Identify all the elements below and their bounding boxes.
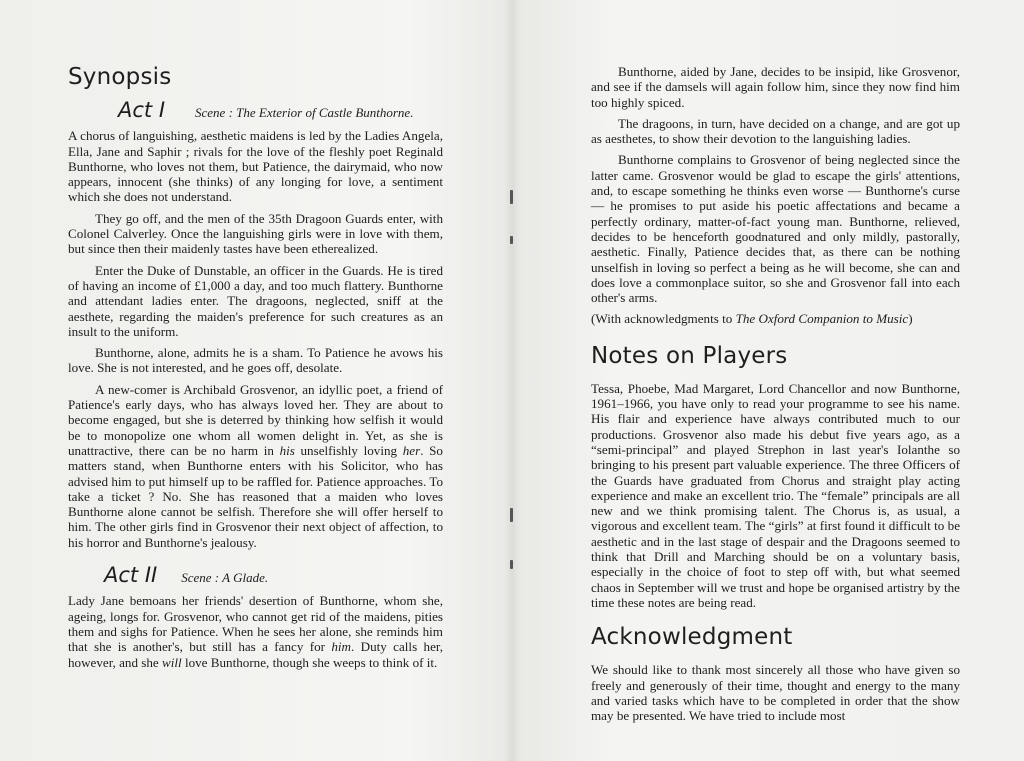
emphasis: his (279, 442, 295, 458)
act2-label: Act II (104, 563, 158, 588)
synopsis-heading: Synopsis (68, 64, 172, 90)
synopsis-cont-paragraph-1: Bunthorne, aided by Jane, decides to be insipid, like Grosvenor, and see if the damsels will again follow him, since they now find him too highly spiced. (591, 64, 960, 110)
act1-paragraph-3: Enter the Duke of Dunstable, an officer in the Guards. He is tired of having an income of £1,000 a day, and too much flattery. Bunthorne and attendant ladies enter. The dragoons, neglected, sniff at the aesthete, regarding the maiden's preference for such creatures as an insult to the uniform. (68, 262, 443, 339)
synopsis-cont-paragraph-2: The dragoons, in turn, have decided on a change, and are got up as aesthetes, to show their devotion to the languishing ladies. (591, 115, 960, 147)
source-acknowledgment (591, 311, 960, 326)
book-title: The Oxford Companion to Music (735, 311, 909, 327)
right-page (512, 0, 1024, 761)
text-run: A new-comer is Archibald Grosvenor, an idyllic poet, a friend of Patience's early days, who has always loved her. They are about to become engaged, but she is deterred by thinking how selfish it would be to monopolize one whom all women delight in. Yet, as she is unattractive, there can be no harm in (68, 381, 443, 458)
right-column (591, 64, 960, 729)
act1-label: Act I (118, 98, 166, 122)
act2-header (68, 563, 443, 588)
act2-paragraph (68, 593, 443, 669)
text-run: (With acknowledgments to (591, 311, 736, 327)
emphasis: will (162, 654, 182, 670)
text-run: . Duty calls her, however, and she (68, 639, 443, 670)
acknowledgment-paragraph: We should like to thank most sincerely all those who have given so freely and generously of their time, thought and energy to the many and varied tasks which have to be completed in order that the show may be presented. We have tried to include most (591, 662, 960, 724)
act1-paragraph-1: A chorus of languishing, aesthetic maidens is led by the Ladies Angela, Ella, Jane and Saphir ; rivals for the love of the fleshly poet Reginald Bunthorne, who loves not them, but Patience, the dairymaid, who now appears, innocent (she thinks) of any longing for love, a sentiment which she does not understand. (68, 128, 443, 205)
act1-paragraph-4: Bunthorne, alone, admits he is a sham. To Patience he avows his love. She is not interested, and he goes off, desolate. (68, 345, 443, 376)
text-run: unselfishly loving (294, 442, 403, 458)
synopsis-cont-paragraph-3: Bunthorne complains to Grosvenor of being neglected since the latter came. Grosvenor would be glad to escape the girls' attentions, and, to escape something he thinks even worse — Bunthorne's curse — he promises to put aside his poetic affectations and became a perfectly ordinary, matter-of-fact young man. Bunthorne, relieved, decides to be henceforth goodnatured and only mildly, pastorally, aesthetic. Finally, Patience decides that, as there can be nothing unselfish in loving so perfect a being as he will become, she can and does love a commonplace suitor, so she and Grosvenor fall into each other's arms. (591, 152, 960, 306)
act1-header (68, 98, 443, 122)
text-run: love Bunthorne, though she weeps to think of it. (181, 654, 438, 670)
text-run: Lady Jane bemoans her friends' desertion of Bunthorne, whom she, ageing, longs for. Grosvenor, who cannot get rid of the maidens, pities them and sighs for Patience. When he sees her alone, she reminds him that she is another's, but still has a fancy for (68, 593, 443, 655)
act1-scene: Scene : The Exterior of Castle Bunthorne. (195, 105, 414, 120)
act1-paragraph-2: They go off, and the men of the 35th Dragoon Guards enter, with Colonel Calverley. Once the languishing girls were in love with them, but since then their maidenly tastes have been etherealized. (68, 210, 443, 257)
synopsis-column (68, 64, 443, 676)
notes-on-players-heading: Notes on Players (591, 342, 788, 369)
acknowledgment-heading: Acknowledgment (591, 624, 793, 651)
notes-paragraph: Tessa, Phoebe, Mad Margaret, Lord Chancellor and now Bunthorne, 1961–1966, you have only to read your programme to see his name. His flair and experience have always contributed much to our productions. Grosvenor also made his debut five years ago, as a “semi-principal” and played Strephon in last year's Iolanthe so bringing to his present part valuable experience. The three Officers of the Guards have graduated from Chorus and straight play acting experience and make an excellent trio. The “female” principals are all new and we think promising talent. The Chorus is, as usual, a vigorous and excellent team. The “girls” at first found it difficult to be aesthetic and in the last stage of despair and the Dragoons seemed to think that Drill and Marching should be on a voluntary basis, especially in the choice of foot to step off with, but what seemed chaos in September will we trust and hope be organised artistry by the time these notes are being read. (591, 380, 960, 610)
text-run: . So matters stand, when Bunthorne enters with his Solicitor, who has advised him to put himself up to be raffled for. Patience approaches. To take a ticket ? No. She has reasoned that a maiden who loves Bunthorne alone cannot be selfish. Therefore she will offer herself to him. The other girls find in Grosvenor their next object of affection, to his horror and Bunthorne's jealousy. (68, 442, 443, 550)
text-run: ) (908, 311, 913, 327)
emphasis: him (331, 639, 351, 655)
emphasis: her (402, 442, 421, 458)
act1-paragraph-5 (68, 382, 443, 550)
act2-scene: Scene : A Glade. (181, 570, 269, 586)
